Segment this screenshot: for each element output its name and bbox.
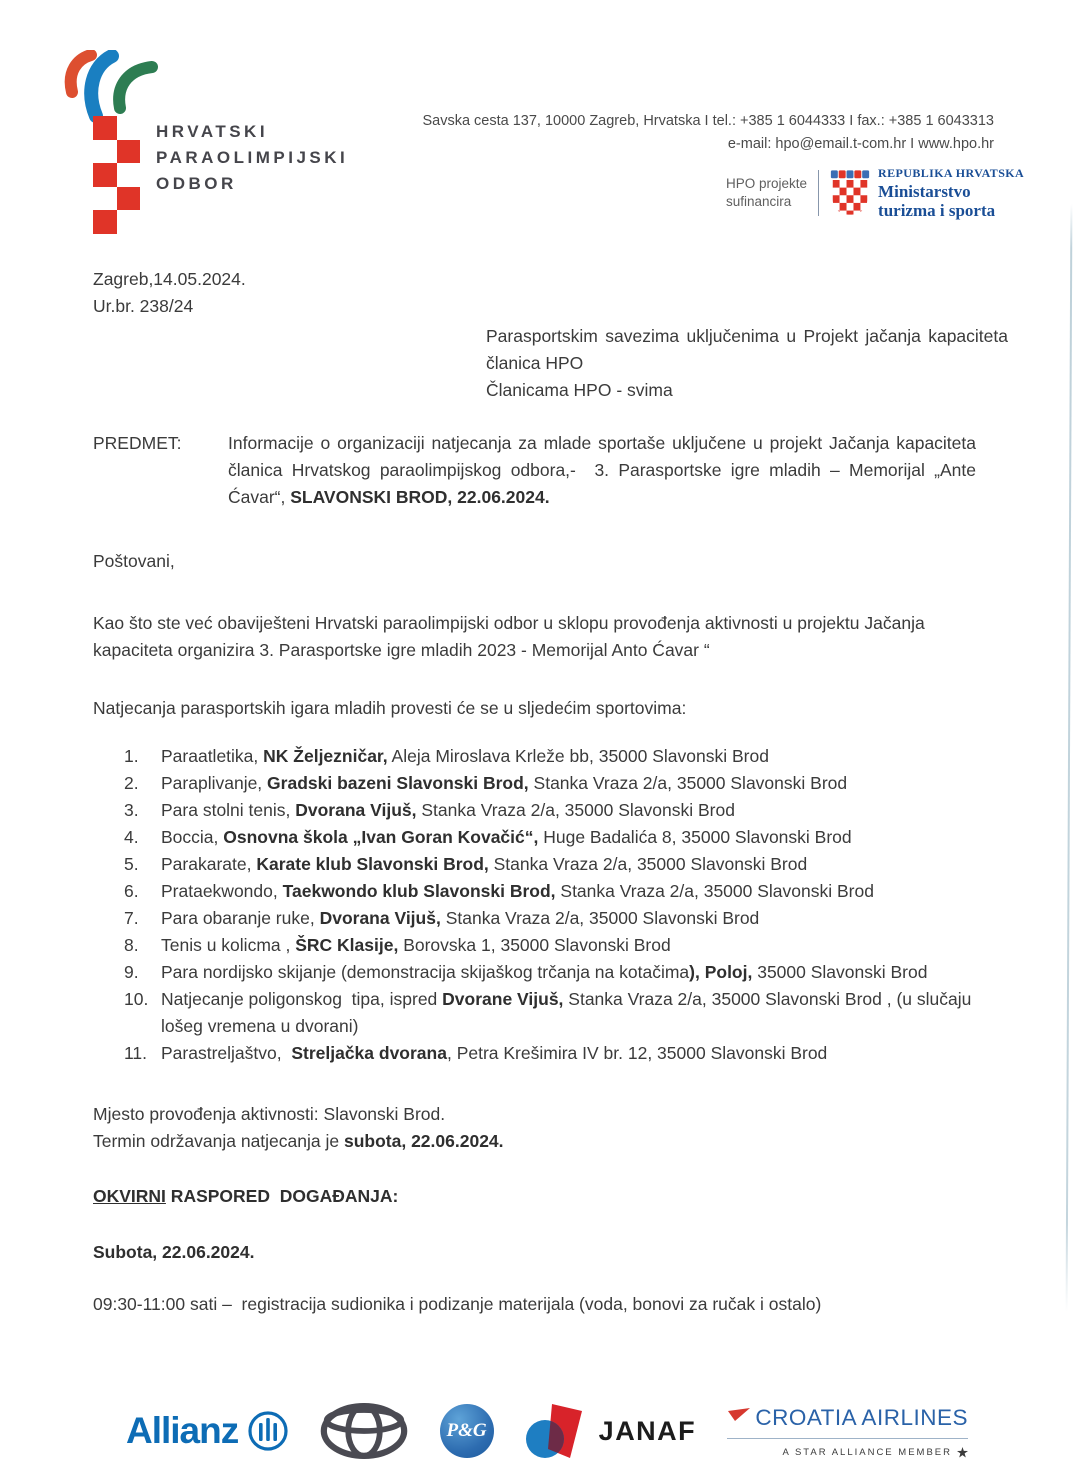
- reference-number: Ur.br. 238/24: [93, 296, 194, 316]
- venue-number: 5.: [124, 854, 139, 874]
- ministry-block: [878, 166, 1024, 220]
- venue-text: Parastreljaštvo, Streljačka dvorana, Petra Krešimira IV br. 12, 35000 Slavonski Brod: [161, 1043, 828, 1063]
- allianz-logo: [126, 1410, 289, 1452]
- venue-text: Tenis u kolicma , ŠRC Klasije, Borovska 1, 35000 Slavonski Brod: [161, 935, 671, 955]
- venue-text: Paraatletika, NK Željezničar, Aleja Miroslava Krleže bb, 35000 Slavonski Brod: [161, 746, 769, 766]
- ministry-country: REPUBLIKA HRVATSKA: [878, 166, 1025, 180]
- venue-number: 7.: [124, 908, 139, 928]
- venue-number: 8.: [124, 935, 139, 955]
- venue-item: [124, 824, 985, 851]
- org-name-line: ODBOR: [156, 174, 237, 193]
- venue-text: Prataekwondo, Taekwondo klub Slavonski Brod, Stanka Vraza 2/a, 35000 Slavonski Brod: [161, 881, 874, 901]
- schedule-heading: OKVIRNI RASPORED DOGAĐANJA:: [93, 1186, 399, 1206]
- org-name-line: PARAOLIMPIJSKI: [156, 148, 349, 167]
- venue-text: Para nordijsko skijanje (demonstracija skijaškog trčanja na kotačima), Poloj, 35000 Slavonski Brod: [161, 962, 928, 982]
- allianz-eagle-icon: [247, 1410, 289, 1452]
- venue-item: [124, 986, 985, 1040]
- location-line: Mjesto provođenja aktivnosti: Slavonski Brod.: [93, 1104, 446, 1124]
- venue-text: Para obaranje ruke, Dvorana Vijuš, Stanka Vraza 2/a, 35000 Slavonski Brod: [161, 908, 760, 928]
- scan-artifact-line: [1066, 204, 1073, 1312]
- hpo-checkerboard-icon: [93, 116, 140, 234]
- salutation: Poštovani,: [93, 551, 175, 571]
- venue-item: [124, 743, 985, 770]
- venue-item: [124, 851, 985, 878]
- city-date: Zagreb,14.05.2024.: [93, 269, 246, 289]
- venue-list: [93, 743, 985, 1067]
- venue-number: 9.: [124, 962, 139, 982]
- venue-number: 3.: [124, 800, 139, 820]
- intro-paragraph: Kao što ste već obaviješteni Hrvatski paraolimpijski odbor u sklopu provođenja aktivnosti u projektu Jačanja kapaciteta organizira 3. Parasportske igre mladih 2023 - Memorijal Anto Ćavar “: [93, 613, 925, 660]
- day-heading: Subota, 22.06.2024.: [93, 1242, 255, 1262]
- divider: [727, 1438, 968, 1439]
- venue-item: [124, 959, 985, 986]
- venue-number: 6.: [124, 881, 139, 901]
- venue-text: Parakarate, Karate klub Slavonski Brod, Stanka Vraza 2/a, 35000 Slavonski Brod: [161, 854, 808, 874]
- term-line: Termin održavanja natjecanja je subota, 22.06.2024.: [93, 1131, 504, 1151]
- venue-number: 1.: [124, 746, 139, 766]
- cofinance-label: HPO projekte sufinancira: [726, 176, 808, 209]
- janaf-logo: [525, 1402, 697, 1460]
- contact-info: [422, 110, 994, 155]
- divider: [818, 170, 819, 216]
- list-intro: Natjecanja parasportskih igara mladih provesti će se u sljedećim sportovima:: [93, 698, 687, 718]
- venue-number: 10.: [124, 989, 149, 1009]
- star-alliance-label: A STAR ALLIANCE MEMBER: [782, 1446, 952, 1458]
- sponsor-logos: [0, 1392, 1080, 1470]
- star-alliance-icon: [957, 1447, 968, 1458]
- croatia-coat-of-arms-icon: [830, 169, 870, 217]
- venue-number: 2.: [124, 773, 139, 793]
- croatia-airlines-logo: [727, 1405, 968, 1458]
- croatia-airlines-wing-icon: [727, 1408, 751, 1422]
- subject-bold: SLAVONSKI BROD, 22.06.2024.: [290, 487, 550, 507]
- addressee-line: Članicama HPO - svima: [486, 380, 673, 400]
- venue-text: Para stolni tenis, Dvorana Vijuš, Stanka Vraza 2/a, 35000 Slavonski Brod: [161, 800, 735, 820]
- venue-item: [124, 905, 985, 932]
- venue-item: [124, 878, 985, 905]
- cofinance-block: [726, 166, 1024, 220]
- allianz-label: Allianz: [126, 1410, 239, 1451]
- letter-body: [93, 266, 1008, 1318]
- ministry-name-line: turizma i sporta: [878, 201, 996, 220]
- venue-item: [124, 770, 985, 797]
- venue-text: Boccia, Osnovna škola „Ivan Goran Kovačić“, Huge Badalića 8, 35000 Slavonski Brod: [161, 827, 852, 847]
- venue-number: 11.: [124, 1043, 148, 1063]
- org-name: [156, 119, 348, 197]
- venue-text: Paraplivanje, Gradski bazeni Slavonski Brod, Stanka Vraza 2/a, 35000 Slavonski Brod: [161, 773, 848, 793]
- subject-row: [93, 430, 985, 511]
- term-date: subota, 22.06.2024.: [343, 1131, 504, 1151]
- contact-line-2: e-mail: hpo@email.t-com.hr I www.hpo.hr: [727, 135, 994, 152]
- croatia-airlines-label: CROATIA AIRLINES: [755, 1404, 968, 1430]
- subject-text: Informacije o organizaciji natjecanja za mlade sportaše uključene u projekt Jačanja kapaciteta članica Hrvatskog paraolimpijskog odbora,- 3. Parasportske igre mladih – Memorijal „Ante Ćavar“, SLAVONSKI BROD, 22.06.2024.: [228, 433, 976, 507]
- venue-text: Natjecanje poligonskog tipa, ispred Dvorane Vijuš, Stanka Vraza 2/a, 35000 Slavonski Brod , (u slučaju lošeg vremena u dvorani): [161, 989, 972, 1036]
- janaf-label: JANAF: [598, 1415, 697, 1446]
- venue-item: [124, 797, 985, 824]
- toyota-logo-icon: [320, 1402, 408, 1460]
- org-name-line: HRVATSKI: [156, 122, 269, 141]
- subject-label: PREDMET:: [93, 433, 182, 453]
- venue-item: [124, 1040, 985, 1067]
- schedule-line: 09:30-11:00 sati – registracija sudionika i podizanje materijala (voda, bonovi za ručak i ostalo): [93, 1294, 822, 1314]
- addressee-block: [486, 323, 1008, 404]
- pg-label: P&G: [446, 1420, 487, 1441]
- addressee-line: Parasportskim savezima uključenima u Projekt jačanja kapaciteta članica HPO: [486, 326, 1008, 373]
- janaf-mark-icon: [525, 1402, 587, 1460]
- pg-logo: [440, 1404, 494, 1458]
- ministry-name-line: Ministarstvo: [878, 182, 971, 201]
- contact-line-1: Savska cesta 137, 10000 Zagreb, Hrvatska I tel.: +385 1 6044333 I fax.: +385 1 6043313: [422, 113, 994, 129]
- venue-number: 4.: [124, 827, 139, 847]
- venue-item: [124, 932, 985, 959]
